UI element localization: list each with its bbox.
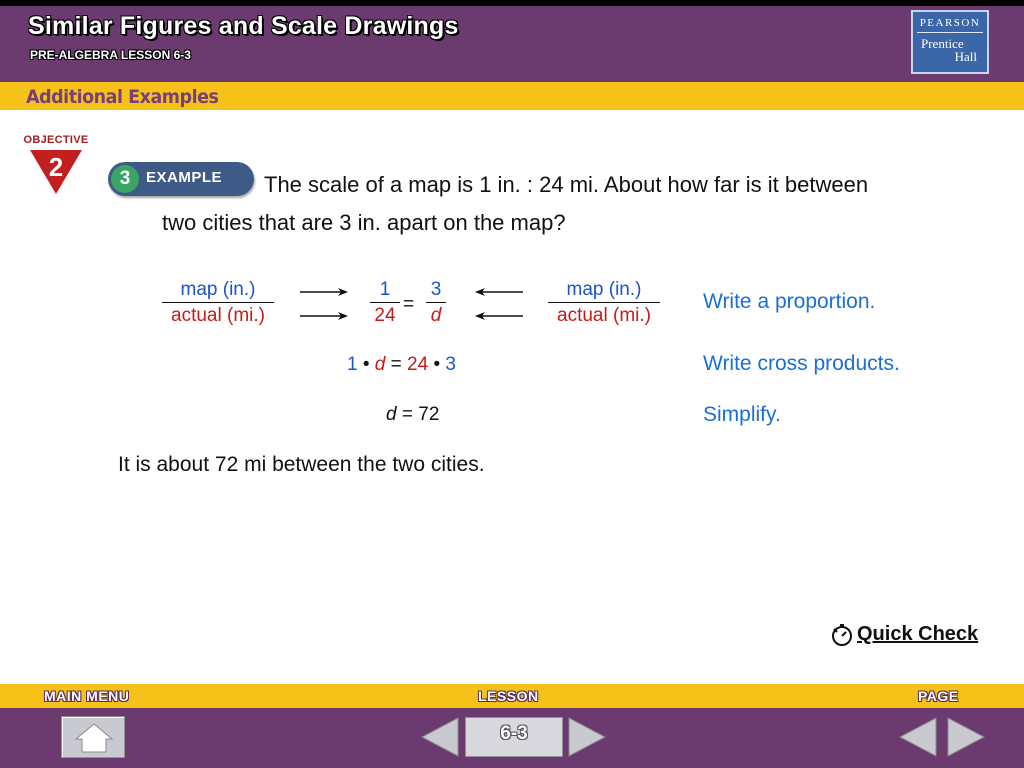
left-ratio-numerator: map (in.) [180, 279, 256, 300]
left-ratio-denominator: actual (mi.) [171, 305, 265, 326]
lesson-label: LESSON [478, 688, 539, 704]
equals-sign: = [390, 354, 402, 375]
next-lesson-button[interactable] [567, 716, 607, 758]
left-arrow-icon [475, 310, 523, 322]
page-label: PAGE [918, 688, 959, 704]
objective-triangle-icon [28, 148, 84, 196]
simplified-equation [386, 404, 439, 426]
pearson-logo [911, 10, 989, 74]
problem-line-1: The scale of a map is 1 in. : 24 mi. About how far is it between [264, 172, 869, 197]
home-icon [62, 717, 126, 759]
cross-products-equation [347, 354, 456, 376]
right-arrow-icon [300, 310, 348, 322]
right-arrow-icon [300, 286, 348, 298]
simplified-variable: d [386, 404, 397, 425]
equals-sign: = [401, 404, 413, 425]
fraction-1-denominator: 24 [374, 305, 396, 326]
example-label: EXAMPLE [146, 169, 223, 186]
multiply-dot: • [433, 354, 441, 375]
cross-term-d: 3 [445, 354, 456, 375]
section-title: Additional Examples [26, 86, 219, 108]
next-page-button[interactable] [946, 716, 986, 758]
cross-term-a: 1 [347, 354, 358, 375]
fraction-one-over-24 [370, 279, 400, 327]
logo-line-3: Hall [954, 49, 977, 64]
previous-page-button[interactable] [898, 716, 938, 758]
objective-badge [18, 134, 94, 196]
fraction-1-numerator: 1 [379, 279, 391, 300]
simplified-value: 72 [418, 404, 440, 425]
answer-text: It is about 72 mi between the two cities. [118, 453, 485, 476]
problem-line-2: two cities that are 3 in. apart on the map? [162, 210, 566, 235]
quick-check-label: Quick Check [857, 623, 979, 645]
objective-number: 2 [48, 152, 64, 182]
previous-lesson-button[interactable] [420, 716, 460, 758]
step-label-1: Write a proportion. [703, 290, 876, 313]
multiply-dot: • [362, 354, 370, 375]
step-label-3: Simplify. [703, 403, 781, 426]
stopwatch-icon [830, 623, 854, 647]
left-ratio-label [162, 279, 274, 327]
right-ratio-denominator: actual (mi.) [557, 305, 651, 326]
right-ratio-label [548, 279, 660, 327]
cross-term-b: d [374, 354, 386, 375]
page-subtitle: PRE-ALGEBRA LESSON 6-3 [30, 48, 191, 62]
objective-label: OBJECTIVE [23, 134, 89, 146]
cross-term-c: 24 [407, 354, 429, 375]
fraction-2-numerator: 3 [430, 279, 442, 300]
lesson-number-box: 6-3 [465, 717, 563, 757]
left-arrow-icon [475, 286, 523, 298]
page-title: Similar Figures and Scale Drawings [28, 12, 459, 40]
step-label-2: Write cross products. [703, 352, 900, 375]
problem-text [162, 166, 992, 242]
example-number: 3 [111, 165, 139, 193]
main-menu-button[interactable] [61, 716, 125, 758]
right-ratio-numerator: map (in.) [566, 279, 642, 300]
logo-line-1: PEARSON [917, 17, 983, 33]
main-menu-label: MAIN MENU [44, 688, 130, 704]
equals-sign: = [403, 294, 415, 315]
fraction-3-over-d [426, 279, 446, 327]
fraction-2-denominator: d [430, 305, 442, 326]
logo-line-2: Prentice [921, 36, 964, 51]
